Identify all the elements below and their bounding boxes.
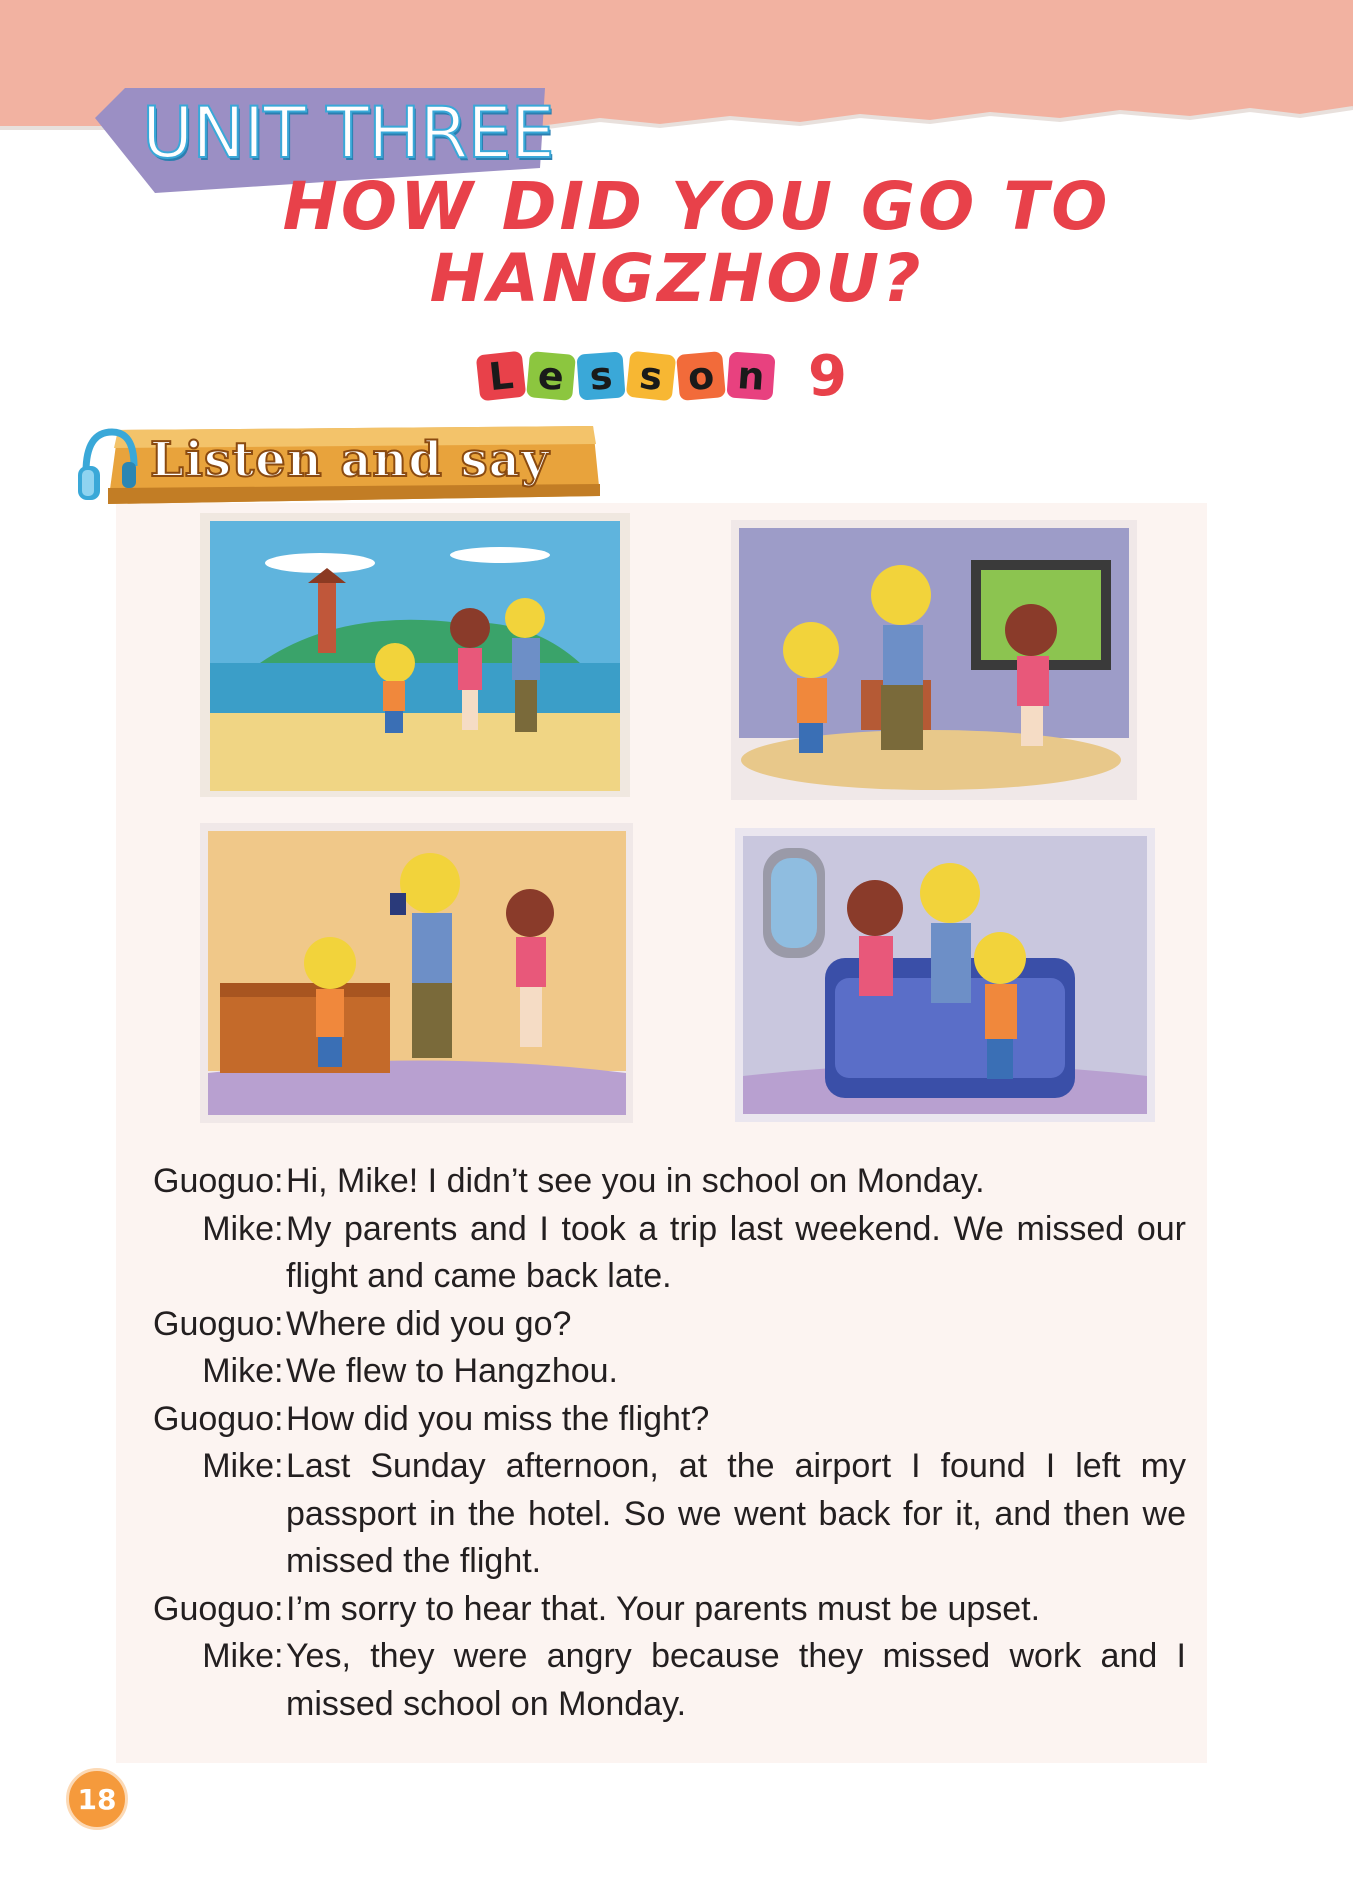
speech-text: Yes, they were angry because they missed work and I missed school on Monday. bbox=[286, 1637, 1186, 1723]
picture-airplane-seats bbox=[735, 828, 1155, 1122]
speech-text: Where did you go? bbox=[286, 1304, 572, 1343]
lesson-letter-tile: s bbox=[576, 351, 625, 400]
lesson-letter-tile: o bbox=[676, 351, 726, 401]
speaker-name: Guoguo bbox=[153, 1304, 274, 1343]
dialogue-line: Guoguo : Hi, Mike! I didn’t see you in school on Monday. bbox=[136, 1158, 1186, 1206]
section-title: Listen and say bbox=[150, 432, 550, 488]
dialogue bbox=[136, 1158, 1186, 1728]
speech-text: How did you miss the flight? bbox=[286, 1399, 710, 1438]
speech-text: My parents and I took a trip last weekend. We missed our flight and came back late. bbox=[286, 1209, 1186, 1295]
dialogue-line: Guoguo : How did you miss the flight? bbox=[136, 1396, 1186, 1444]
speaker-name: Mike bbox=[202, 1352, 274, 1390]
headphones-icon bbox=[76, 426, 138, 506]
speaker-name: Guoguo bbox=[153, 1162, 274, 1200]
page-number: 18 bbox=[66, 1768, 128, 1830]
dialogue-line: Guoguo : Where did you go? bbox=[136, 1301, 1186, 1349]
speaker-name: Mike bbox=[202, 1209, 274, 1248]
dialogue-line: Guoguo : I’m sorry to hear that. Your parents must be upset. bbox=[136, 1586, 1186, 1634]
lesson-title-line1: HOW DID YOU GO TO bbox=[282, 168, 1111, 245]
speaker-name: Guoguo bbox=[153, 1399, 274, 1438]
lesson-letter-tile: s bbox=[626, 351, 677, 402]
lesson-letter-tile: e bbox=[526, 351, 576, 401]
speech-text: Last Sunday afternoon, at the airport I found I left my passport in the hotel. So we went back for it, and then we missed the flight. bbox=[286, 1447, 1186, 1580]
picture-beach-pagoda bbox=[200, 513, 630, 797]
dialogue-line: Mike : Last Sunday afternoon, at the airport I found I left my passport in the hotel. So we went back for it, and then we missed the flight. bbox=[136, 1443, 1186, 1586]
lesson-letter-tile: L bbox=[476, 351, 527, 402]
lesson-badge bbox=[478, 336, 847, 416]
dialogue-line: Mike : We flew to Hangzhou. bbox=[136, 1348, 1186, 1396]
speaker-name: Mike bbox=[202, 1637, 274, 1675]
speaker-name: Mike bbox=[202, 1447, 274, 1485]
speech-text: Hi, Mike! I didn’t see you in school on Monday. bbox=[286, 1162, 985, 1200]
lesson-title-line2: HANGZHOU? bbox=[429, 240, 924, 317]
dialogue-line: Mike : Yes, they were angry because they missed work and I missed school on Monday. bbox=[136, 1633, 1186, 1728]
lesson-number: 9 bbox=[808, 343, 847, 409]
dialogue-line: Mike : My parents and I took a trip last weekend. We missed our flight and came back late. bbox=[136, 1206, 1186, 1301]
picture-hotel-passport bbox=[200, 823, 633, 1123]
speech-text: I’m sorry to hear that. Your parents must be upset. bbox=[286, 1589, 1041, 1628]
speaker-name: Guoguo bbox=[153, 1589, 274, 1628]
lesson-letter-tile: n bbox=[726, 351, 775, 400]
speech-text: We flew to Hangzhou. bbox=[286, 1352, 618, 1390]
picture-airport-hurry bbox=[731, 520, 1137, 800]
unit-title: UNIT THREE bbox=[142, 92, 554, 174]
